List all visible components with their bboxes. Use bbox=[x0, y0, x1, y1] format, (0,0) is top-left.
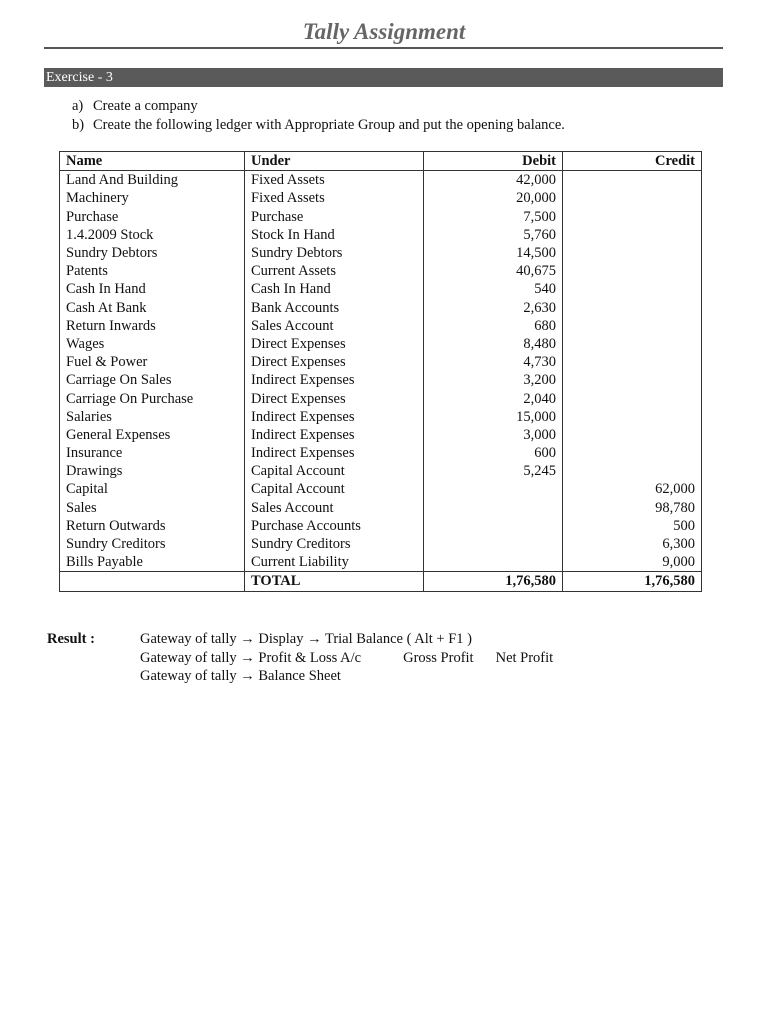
instruction-item bbox=[72, 116, 565, 135]
result-path: Gateway of tally → Profit & Loss A/c bbox=[140, 649, 362, 666]
total-credit: 1,76,580 bbox=[563, 572, 702, 591]
ledger-name: Salaries bbox=[60, 408, 245, 426]
ledger-group: Indirect Expenses bbox=[245, 426, 424, 444]
ledger-name: Land And Building bbox=[60, 171, 245, 190]
table-row bbox=[60, 444, 702, 462]
item-text: Create a company bbox=[93, 98, 198, 114]
table-row bbox=[60, 299, 702, 317]
table-row bbox=[60, 353, 702, 371]
ledger-name: Patents bbox=[60, 262, 245, 280]
ledger-group: Purchase Accounts bbox=[245, 517, 424, 535]
credit-amount bbox=[563, 299, 702, 317]
credit-amount bbox=[563, 171, 702, 190]
document-title: Tally Assignment bbox=[302, 19, 466, 44]
table-row bbox=[60, 317, 702, 335]
total-debit: 1,76,580 bbox=[424, 572, 563, 591]
ledger-name: Purchase bbox=[60, 208, 245, 226]
ledger-group: Capital Account bbox=[245, 462, 424, 480]
ledger-name: Sundry Creditors bbox=[60, 535, 245, 553]
ledger-group: Sundry Creditors bbox=[245, 535, 424, 553]
ledger-name: Return Inwards bbox=[60, 317, 245, 335]
ledger-name: Bills Payable bbox=[60, 553, 245, 572]
ledger-name: Cash At Bank bbox=[60, 299, 245, 317]
table-header-row bbox=[60, 152, 702, 171]
header-debit: Debit bbox=[424, 152, 563, 171]
ledger-group: Current Assets bbox=[245, 262, 424, 280]
result-path: Gateway of tally → Display → Trial Balance ( Alt + F1 ) bbox=[140, 631, 472, 647]
net-profit-label: Net Profit bbox=[495, 649, 554, 666]
credit-amount bbox=[563, 389, 702, 407]
ledger-group: Sundry Debtors bbox=[245, 244, 424, 262]
ledger-group: Sales Account bbox=[245, 317, 424, 335]
ledger-name: Drawings bbox=[60, 462, 245, 480]
debit-amount: 5,760 bbox=[424, 226, 563, 244]
ledger-name: Machinery bbox=[60, 189, 245, 207]
table-row bbox=[60, 462, 702, 480]
ledger-name: Capital bbox=[60, 480, 245, 498]
ledger-group: Direct Expenses bbox=[245, 353, 424, 371]
debit-amount: 2,630 bbox=[424, 299, 563, 317]
table-row bbox=[60, 189, 702, 207]
debit-amount: 2,040 bbox=[424, 389, 563, 407]
credit-amount bbox=[563, 371, 702, 389]
instruction-list bbox=[72, 97, 565, 135]
ledger-group: Bank Accounts bbox=[245, 299, 424, 317]
gross-profit-label: Gross Profit bbox=[403, 649, 474, 666]
ledger-name: Fuel & Power bbox=[60, 353, 245, 371]
total-label: TOTAL bbox=[245, 572, 424, 591]
debit-amount bbox=[424, 480, 563, 498]
debit-amount: 42,000 bbox=[424, 171, 563, 190]
exercise-band: Exercise - 3 bbox=[44, 68, 723, 87]
table-row bbox=[60, 335, 702, 353]
table-row bbox=[60, 262, 702, 280]
credit-amount bbox=[563, 353, 702, 371]
debit-amount: 15,000 bbox=[424, 408, 563, 426]
total-row bbox=[60, 572, 702, 591]
table-row bbox=[60, 226, 702, 244]
result-line bbox=[140, 667, 553, 686]
debit-amount: 7,500 bbox=[424, 208, 563, 226]
table-row bbox=[60, 389, 702, 407]
table-row bbox=[60, 499, 702, 517]
ledger-group: Direct Expenses bbox=[245, 389, 424, 407]
table-row bbox=[60, 280, 702, 298]
ledger-group: Indirect Expenses bbox=[245, 444, 424, 462]
credit-amount: 62,000 bbox=[563, 480, 702, 498]
instruction-item bbox=[72, 97, 565, 116]
ledger-name: Wages bbox=[60, 335, 245, 353]
debit-amount: 40,675 bbox=[424, 262, 563, 280]
ledger-name: Sundry Debtors bbox=[60, 244, 245, 262]
credit-amount bbox=[563, 262, 702, 280]
table-row bbox=[60, 517, 702, 535]
ledger-name: Sales bbox=[60, 499, 245, 517]
credit-amount bbox=[563, 408, 702, 426]
debit-amount: 14,500 bbox=[424, 244, 563, 262]
credit-amount bbox=[563, 244, 702, 262]
item-marker: a) bbox=[72, 98, 84, 114]
result-path: Gateway of tally → Balance Sheet bbox=[140, 668, 341, 684]
ledger-table bbox=[59, 151, 702, 592]
debit-amount: 3,200 bbox=[424, 371, 563, 389]
ledger-name: 1.4.2009 Stock bbox=[60, 226, 245, 244]
ledger-name: Carriage On Sales bbox=[60, 371, 245, 389]
table-row bbox=[60, 480, 702, 498]
ledger-name: General Expenses bbox=[60, 426, 245, 444]
credit-amount: 98,780 bbox=[563, 499, 702, 517]
debit-amount: 680 bbox=[424, 317, 563, 335]
credit-amount bbox=[563, 444, 702, 462]
credit-amount bbox=[563, 280, 702, 298]
debit-amount bbox=[424, 553, 563, 572]
ledger-name: Insurance bbox=[60, 444, 245, 462]
ledger-group: Indirect Expenses bbox=[245, 408, 424, 426]
credit-amount bbox=[563, 317, 702, 335]
credit-amount bbox=[563, 462, 702, 480]
ledger-group: Current Liability bbox=[245, 553, 424, 572]
credit-amount bbox=[563, 189, 702, 207]
ledger-group: Direct Expenses bbox=[245, 335, 424, 353]
ledger-group: Fixed Assets bbox=[245, 171, 424, 190]
header-name: Name bbox=[60, 152, 245, 171]
ledger-group: Indirect Expenses bbox=[245, 371, 424, 389]
debit-amount: 4,730 bbox=[424, 353, 563, 371]
debit-amount: 600 bbox=[424, 444, 563, 462]
debit-amount bbox=[424, 499, 563, 517]
debit-amount: 3,000 bbox=[424, 426, 563, 444]
ledger-group: Cash In Hand bbox=[245, 280, 424, 298]
table-row bbox=[60, 408, 702, 426]
table-body bbox=[60, 171, 702, 572]
ledger-group: Sales Account bbox=[245, 499, 424, 517]
credit-amount bbox=[563, 226, 702, 244]
debit-amount: 8,480 bbox=[424, 335, 563, 353]
credit-amount: 6,300 bbox=[563, 535, 702, 553]
table-row bbox=[60, 553, 702, 572]
item-marker: b) bbox=[72, 117, 85, 133]
result-label: Result : bbox=[47, 631, 95, 647]
debit-amount: 20,000 bbox=[424, 189, 563, 207]
ledger-group: Capital Account bbox=[245, 480, 424, 498]
credit-amount bbox=[563, 426, 702, 444]
total-cell-empty bbox=[60, 572, 245, 591]
header-credit: Credit bbox=[563, 152, 702, 171]
item-text: Create the following ledger with Appropriate Group and put the opening balance. bbox=[93, 117, 565, 133]
title-rule bbox=[44, 47, 723, 49]
ledger-name: Return Outwards bbox=[60, 517, 245, 535]
table-row bbox=[60, 535, 702, 553]
debit-amount bbox=[424, 517, 563, 535]
credit-amount bbox=[563, 335, 702, 353]
debit-amount: 540 bbox=[424, 280, 563, 298]
debit-amount: 5,245 bbox=[424, 462, 563, 480]
credit-amount bbox=[563, 208, 702, 226]
result-line bbox=[140, 649, 553, 668]
ledger-name: Carriage On Purchase bbox=[60, 389, 245, 407]
ledger-group: Fixed Assets bbox=[245, 189, 424, 207]
credit-amount: 500 bbox=[563, 517, 702, 535]
table-row bbox=[60, 371, 702, 389]
credit-amount: 9,000 bbox=[563, 553, 702, 572]
ledger-group: Purchase bbox=[245, 208, 424, 226]
header-under: Under bbox=[245, 152, 424, 171]
result-line bbox=[140, 630, 553, 649]
debit-amount bbox=[424, 535, 563, 553]
table-row bbox=[60, 426, 702, 444]
ledger-group: Stock In Hand bbox=[245, 226, 424, 244]
table-row bbox=[60, 171, 702, 190]
table-row bbox=[60, 244, 702, 262]
ledger-name: Cash In Hand bbox=[60, 280, 245, 298]
table-row bbox=[60, 208, 702, 226]
